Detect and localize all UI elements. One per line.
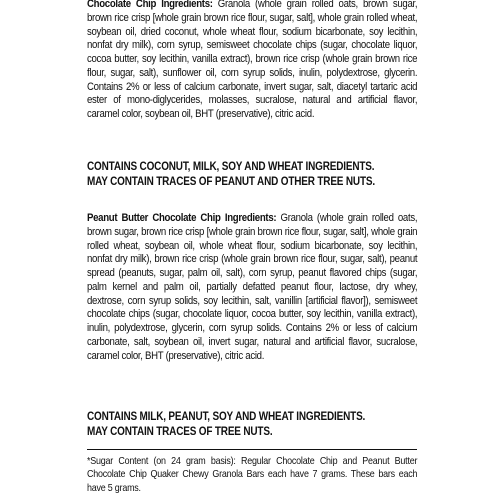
peanut-butter-may-contain: MAY CONTAIN TRACES OF TREE NUTS. — [87, 424, 273, 438]
sugar-content-footnote: *Sugar Content (on 24 gram basis): Regular Chocolate Chip and Peanut Butter Chocolate Chip Quaker Chewy Granola Bars each have 7 grams. These bars each have 5 grams. — [87, 456, 418, 494]
chocolate-chip-heading: Chocolate Chip Ingredients: — [87, 0, 213, 10]
chocolate-chip-may-contain: MAY CONTAIN TRACES OF PEANUT AND OTHER TREE NUTS. — [87, 174, 375, 188]
peanut-butter-ingredients — [87, 212, 417, 363]
peanut-butter-allergen-statement — [87, 410, 417, 439]
peanut-butter-contains: CONTAINS MILK, PEANUT, SOY AND WHEAT INGREDIENTS. — [87, 410, 366, 423]
peanut-butter-ingredients-text: Granola (whole grain rolled oats, brown sugar, brown rice crisp [whole grain brown rice flour, sugar, salt], whole grain rolled wheat, soybean oil, whole wheat flour, sodium bicarbonate, soy lecithin, nonfat dry milk), brown rice crisp (whole grain brown rice flour, sugar, salt), peanut spread (peanuts, sugar, palm oil, salt), corn syrup, peanut flavored chips (sugar, palm kernel and palm oil, partially defatted peanut flour, lactose, dry whey, dextrose, corn syrup solids, soy lecithin, salt, vanillin [artificial flavor]), semisweet chocolate chips (sugar, chocolate liquor, cocoa butter, soy lecithin, vanilla extract), inulin, polydextrose, glycerin, corn syrup solids. Contains 2% or less of calcium carbonate, salt, soybean oil, invert sugar, natural and artificial flavor, sucralose, caramel color, BHT (preservative), citric acid. — [87, 212, 418, 362]
chocolate-chip-ingredients — [87, 0, 417, 122]
chocolate-chip-ingredients-text: Granola (whole grain rolled oats, brown sugar, brown rice crisp [whole grain brown rice flour, sugar, salt], whole grain rolled wheat, soybean oil, dried coconut, whole wheat flour, sodium bicarbonate, soy lecithin, nonfat dry milk), corn syrup, semisweet chocolate chips (sugar, chocolate liquor, cocoa butter, soy lecithin, vanilla extract), brown rice crisp (whole grain brown rice flour, sugar, salt), sunflower oil, corn syrup solids, inulin, polydextrose, glycerin. Contains 2% or less of calcium carbonate, invert sugar, salt, diacetyl tartaric acid ester of mono-diglycerides, molasses, sucralose, natural and artificial flavor, caramel color, soybean oil, BHT (preservative), citric acid. — [87, 0, 418, 120]
chocolate-chip-contains: CONTAINS COCONUT, MILK, SOY AND WHEAT INGREDIENTS. — [87, 160, 375, 173]
section-divider — [87, 449, 417, 450]
chocolate-chip-allergen-statement — [87, 160, 417, 189]
peanut-butter-heading: Peanut Butter Chocolate Chip Ingredients: — [87, 212, 277, 224]
